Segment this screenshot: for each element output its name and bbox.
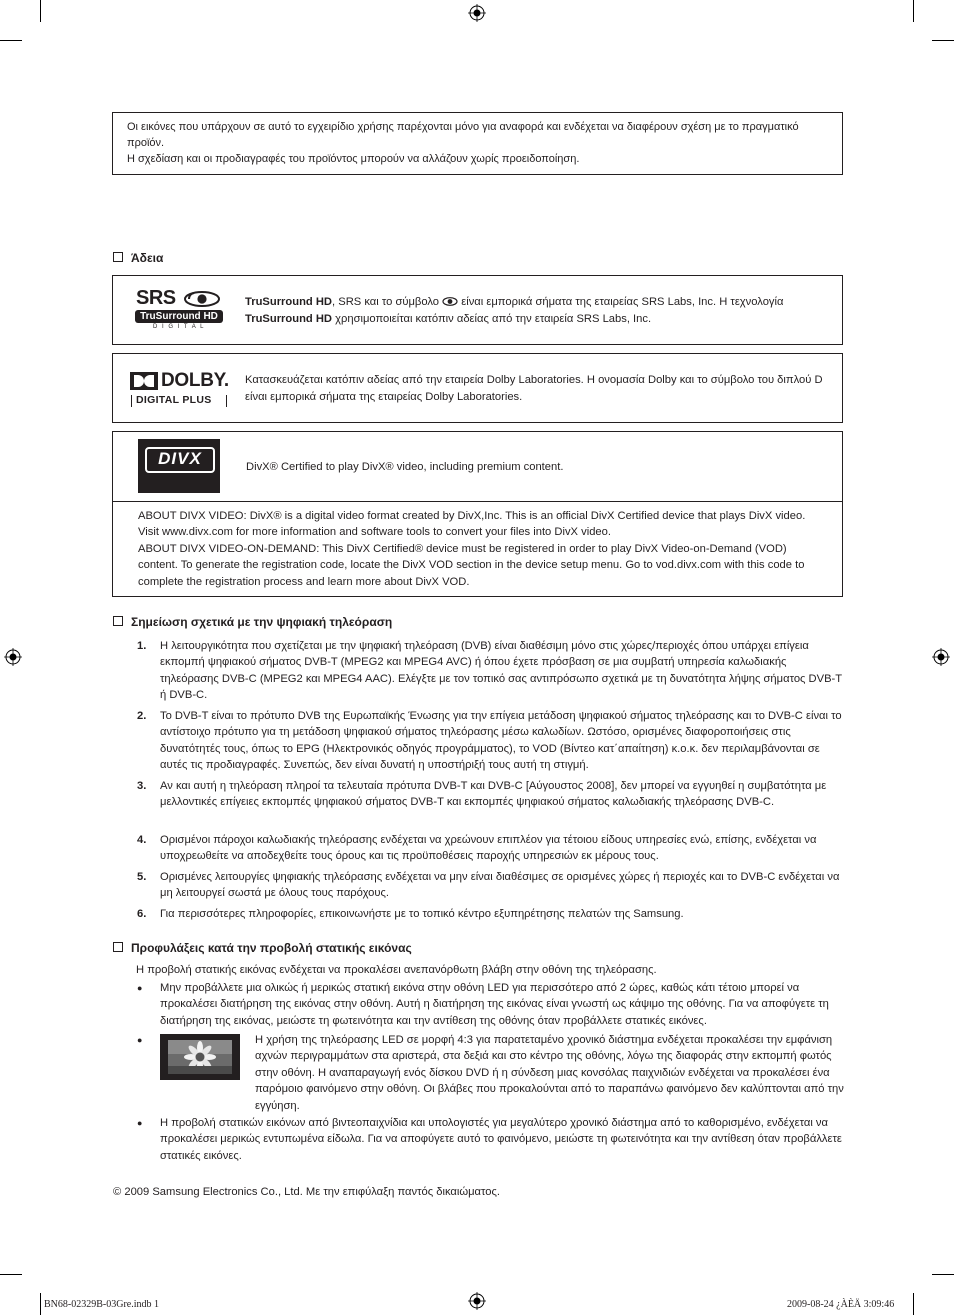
disclaimer-line-2: Η σχεδίαση και οι προδιαγραφές του προϊόντος μπορούν να αλλάζουν χωρίς προειδοποίηση. [127, 153, 580, 166]
flower-picture-icon [168, 1040, 232, 1074]
footer-timestamp: 2009-08-24 ¿ÀÈÄ 3:09:46 [787, 1299, 895, 1310]
srs-circle-symbol-icon [183, 291, 221, 307]
list-item-number: 5. [137, 871, 147, 883]
still-image-intro: Η προβολή στατικής εικόνας ενδέχεται να προκαλέσει ανεπανόρθωτη βλάβη στην οθόνη της τηλεόρασης. [136, 964, 657, 976]
list-item-text: Μην προβάλλετε μια ολικώς ή μερικώς στατική εικόνα στην οθόνη LED για περισσότερο από 2 ώρες, καθώς κάτι τέτοιο μπορεί να προκαλέσει διατήρηση της εικόνας στην οθόνη. Αυτή η διατήρηση της εικόνας είναι γνωστή ως κάψιμο της οθόνης. Για να αποφύγετε τη διατήρηση της εικόνας, μειώστε τη φωτεινότητα και την αντίθεση της οθόνης όταν προβάλλετε στατικές εικόνες. [160, 982, 829, 1027]
list-item [137, 708, 845, 774]
divx-about-text [138, 508, 823, 590]
srs-trusurround-bold: TruSurround HD [245, 296, 333, 308]
registration-mark-icon [468, 4, 486, 22]
bullet-icon: ● [137, 1035, 143, 1045]
srs-text-2: χρησιμοποιείται κατόπιν αδείας από την εταιρεία SRS Labs, Inc. [332, 312, 652, 325]
still-image-heading [113, 940, 412, 956]
crop-mark [932, 40, 954, 41]
list-item-text: Για περισσότερες πληροφορίες, επικοινωνήστε με το τοπικό κέντρο εξυπηρέτησης πελατών της Samsung. [160, 908, 684, 920]
list-item [137, 906, 845, 922]
dolby-license-text: Κατασκευάζεται κατόπιν αδείας από την εταιρεία Dolby Laboratories. Η ονομασία Dolby και το σύμβολο του διπλού D είναι εμπορικά σήματα της εταιρείας Dolby Laboratories. [245, 374, 823, 403]
list-item [137, 638, 845, 704]
list-item-text: Αν και αυτή η τηλεόραση πληροί τα τελευταία πρότυπα DVB-T και DVB-C [Αύγουστος 2008], δεν μπορεί να εγγυηθεί η συμβατότητα με μελλοντικές επίγειες εκπομπές ψηφιακού σήματος DVB-T και εκπομπές ψηφιακού σήματος καλωδιακής τηλεόρασης DVB-C. [160, 780, 827, 809]
dolby-logo-rule [131, 395, 132, 407]
srs-logo-sub: TruSurround HD [135, 310, 223, 323]
license-heading [113, 250, 163, 266]
list-item [137, 778, 845, 811]
list-item [137, 869, 845, 902]
digital-tv-heading [113, 614, 392, 630]
dolby-double-d-icon [130, 372, 158, 390]
list-item-number: 4. [137, 834, 147, 846]
list-item-number: 2. [137, 710, 147, 722]
bullet-icon: ● [137, 1118, 143, 1128]
dolby-logo-sub: DIGITAL PLUS [136, 394, 212, 406]
list-item-text: Η χρήση της τηλεόρασης LED σε μορφή 4:3 για παρατεταμένο χρονικό διάστημα ενδέχεται προκαλέσει την εμφάνιση αχνών περιγραμμάτων στα αριστερά, στα δεξιά και στο κέντρο της οθόνης, λόγω της διαφοράς στην εκπομπή φωτός στην οθόνη. Η αναπαραγωγή ενός δίσκου DVD ή η σύνδεση μιας κονσόλας παιχνιδιών ενδέχεται να προκαλέσει ένα παρόμοιο φαινόμενο στην οθόνη. Οι βλάβες που προκαλούνται από το παραπάνω φαινόμενο δεν καλύπτονται από την εγγύηση. [255, 1034, 844, 1112]
dolby-logo-text: DOLBY. [161, 370, 229, 391]
license-heading-text: Άδεια [131, 251, 164, 265]
list-item [137, 980, 845, 1029]
tv-flower-image [160, 1034, 240, 1080]
srs-inline-symbol-icon [442, 297, 458, 306]
copyright-text: © 2009 Samsung Electronics Co., Ltd. Με την επιφύλαξη παντός δικαιώματος. [113, 1186, 501, 1198]
dolby-logo-rule [226, 395, 227, 407]
list-item-number: 6. [137, 908, 147, 920]
divx-about-video: ABOUT DIVX VIDEO: DivX® is a digital video format created by DivX,Inc. This is an official DivX Certified device that plays DivX video. Visit www.divx.com for more information and software tools to convert your files into DivX video. [138, 510, 806, 539]
crop-mark [40, 1293, 41, 1315]
srs-logo-digital: D I G I T A L [153, 324, 205, 330]
crop-mark [932, 1274, 954, 1275]
registration-mark-icon [4, 648, 22, 666]
list-item [137, 1115, 845, 1164]
dolby-logo [129, 371, 229, 409]
list-item-text: Η προβολή στατικών εικόνων από βιντεοπαιχνίδια και υπολογιστές για μεγαλύτερο χρονικό διάστημα από το καθορισμένο, ενδέχεται να προκαλέσει μερικώς εντυπωμένα είδωλα. Για να αποφύγετε αυτό το φαινόμενο, μειώστε τη φωτεινότητα και την αντίθεση όταν προβάλλετε στατικές εικόνες. [160, 1117, 842, 1162]
list-item-text: Το DVB-T είναι το πρότυπο DVB της Ευρωπαϊκής Ένωσης για την επίγεια μετάδοση ψηφιακού σήματος τηλεόρασης και το DVB-C είναι το αντίστοιχο πρότυπο για τη μετάδοση ψηφιακού σήματος τηλεόρασης μέσω καλωδίων. Ωστόσο, ορισμένες διαφοροποιήσεις στις δυνατότητές τους, όπως το EPG (Ηλεκτρονικός οδηγός προγράμματος), το VOD (Βίντεο κατ΄απαίτηση) κ.ο.κ. δεν περιλαμβάνονται σε αυτές τις προδιαγραφές. Συνεπώς, δεν είναι δυνατή η υποστήριξή τους αυτή τη στιγμή. [160, 710, 842, 772]
crop-mark [913, 1293, 914, 1315]
still-image-heading-text: Προφυλάξεις κατά την προβολή στατικής εικόνας [131, 941, 412, 955]
registration-mark-icon [932, 648, 950, 666]
digital-tv-heading-text: Σημείωση σχετικά με την ψηφιακή τηλεόραση [131, 615, 393, 629]
crop-mark [0, 1274, 22, 1275]
crop-mark [40, 0, 41, 22]
list-item-number: 1. [137, 640, 147, 652]
disclaimer-line-1: Οι εικόνες που υπάρχουν σε αυτό το εγχειρίδιο χρήσης παρέχονται μόνο για αναφορά και ενδέχεται να διαφέρουν σχέση με το πραγματικό προϊόν. [127, 121, 799, 150]
footer-file-name: BN68-02329B-03Gre.indb 1 [44, 1299, 159, 1310]
list-item-text: Ορισμένες λειτουργίες ψηφιακής τηλεόρασης ενδέχεται να μην είναι διαθέσιμες σε ορισμένες χώρες ή περιοχές και το DVB-C ενδέχεται να μη λειτουργεί σωστά με όλους τους παρόχους. [160, 871, 840, 900]
crop-mark [913, 0, 914, 22]
list-item-text: Η λειτουργικότητα που σχετίζεται με την ψηφιακή τηλεόραση (DVB) είναι διαθέσιμη μόνο στις χώρες/περιοχές όπου υπάρχει επίγεια εκπομπή ψηφιακού σήματος DVB-T (MPEG2 και MPEG4 AVC) ή όπου έχετε πρόσβαση σε μια συμβατή υπηρεσία καλωδιακής τηλεόρασης DVB-C (MPEG2 και MPEG4 AAC). Ελέγξτε με τον τοπικό σας αντιπρόσωπο σχετικά με τη δυνατότητα λήψης σήματος DVB-T ή DVB-C. [160, 640, 842, 702]
crop-mark [0, 40, 22, 41]
divx-logo [138, 439, 220, 493]
checkbox-square-icon [113, 252, 123, 262]
registration-mark-icon [468, 1292, 486, 1310]
srs-logo [135, 289, 223, 331]
srs-trusurround-bold-2: TruSurround HD [245, 312, 333, 325]
divx-certified-text: DivX® Certified to play DivX® video, including premium content. [246, 461, 564, 473]
srs-text-1b: είναι εμπορικά σήματα της εταιρείας SRS Labs, Inc. Η τεχνολογία [461, 296, 784, 308]
list-item [137, 832, 845, 865]
srs-text-1: , SRS και το σύμβολο [332, 296, 440, 308]
list-item-number: 3. [137, 780, 147, 792]
list-item-text: Ορισμένοι πάροχοι καλωδιακής τηλεόρασης ενδέχεται να χρεώνουν επιπλέον για τέτοιου είδους υπηρεσίες ενώ, επίσης, ενδέχεται να υποχρεωθείτε να αποδεχθείτε τους όρους και τις προϋποθέσεις παροχής υπηρεσιών εκ μέρους τους. [160, 834, 817, 863]
divx-logo-text: DIVX [158, 449, 202, 468]
srs-license-text [245, 294, 840, 327]
srs-logo-text: SRS [136, 287, 176, 309]
disclaimer-box [112, 112, 843, 175]
divx-about-vod: ABOUT DIVX VIDEO-ON-DEMAND: This DivX Certified® device must be registered in order to play DivX Video-on-Demand (VOD) content. To generate the registration code, locate the DivX VOD section in the device setup menu. Go to vod.divx.com with this code to complete the registration process and learn more about DivX VOD. [138, 542, 805, 588]
bullet-icon: ● [137, 983, 143, 993]
checkbox-square-icon [113, 942, 123, 952]
checkbox-square-icon [113, 616, 123, 626]
divx-box-divider [112, 501, 843, 502]
